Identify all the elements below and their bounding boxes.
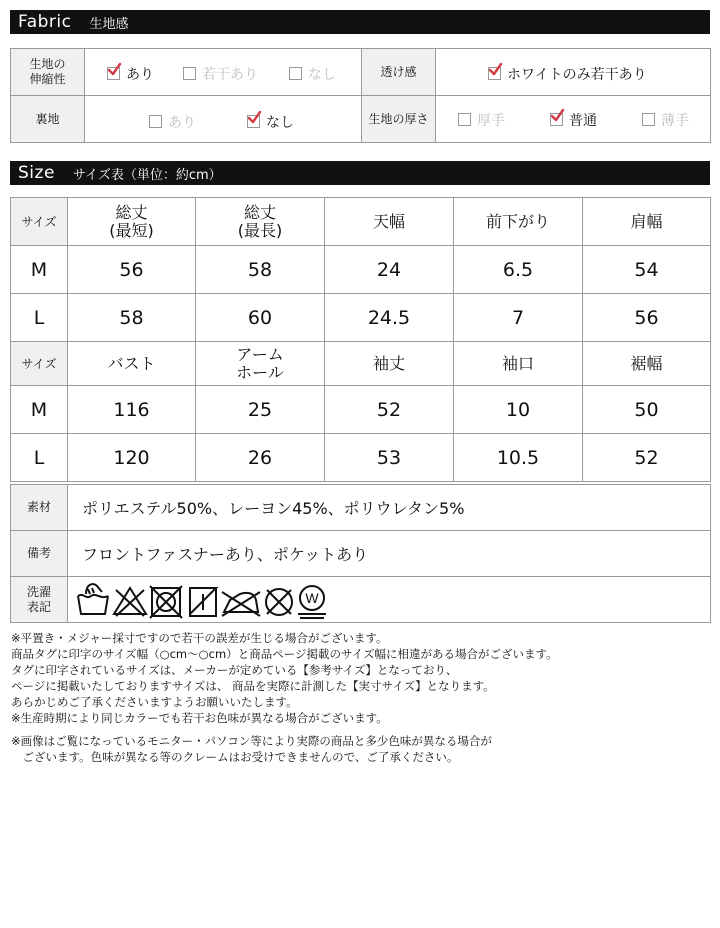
table-cell: 24: [325, 246, 454, 294]
table-row: [11, 434, 711, 482]
fabric-subtitle: 生地感: [89, 16, 129, 32]
table-cell: 54: [583, 246, 711, 294]
size-header-row-2: [11, 342, 711, 386]
size-column-label: サイズ: [11, 342, 68, 386]
table-cell: 53: [325, 434, 454, 482]
note-line: ページに掲載いたしておりますサイズは、 商品を実際に計測した【実寸サイズ】となります。: [11, 679, 495, 693]
lining-label: 裏地: [11, 96, 85, 143]
size-label-l: L: [11, 294, 68, 342]
wet-clean-icon: [298, 586, 326, 618]
thickness-option-thick[interactable]: 厚手: [458, 110, 505, 130]
size-header-row-1: [11, 198, 711, 246]
note-line: あらかじめご了承くださいますようお願いいたします。: [11, 695, 298, 709]
no-dry-clean-icon: [266, 589, 292, 615]
thickness-options: [436, 96, 711, 143]
table-cell: 10.5: [454, 434, 583, 482]
stretch-option-no[interactable]: なし: [289, 64, 336, 84]
checked-checkbox-icon: [550, 113, 563, 126]
stretch-options: [85, 49, 362, 96]
table-cell: 25: [196, 386, 325, 434]
hand-wash-icon: [78, 584, 108, 614]
table-cell: 56: [68, 246, 196, 294]
note-line: ※平置き・メジャー採寸ですので若干の誤差が生じる場合がございます。: [11, 631, 388, 645]
size-table: [10, 197, 711, 482]
table-cell: 6.5: [454, 246, 583, 294]
table-cell: 50: [583, 386, 711, 434]
note-line: ございます。色味が異なる等のクレームはお受けできませんので、ご了承ください。: [11, 750, 459, 764]
care-icons: [68, 577, 711, 623]
header-shoulder-width: 肩幅: [583, 198, 711, 246]
unchecked-checkbox-icon: [289, 67, 302, 80]
table-cell: 56: [583, 294, 711, 342]
remarks-label: 備考: [11, 531, 68, 577]
material-row: [11, 485, 711, 531]
unchecked-checkbox-icon: [458, 113, 471, 126]
remarks-value: フロントファスナーあり、ポケットあり: [68, 531, 711, 577]
header-hem-width: 裾幅: [583, 342, 711, 386]
note-line: ※画像はご覧になっているモニター・パソコン等により実際の商品と多少色味が異なる場合が: [11, 734, 492, 748]
table-cell: 10: [454, 386, 583, 434]
lining-option-yes[interactable]: あり: [149, 112, 196, 132]
header-bust: バスト: [68, 342, 196, 386]
thickness-option-normal[interactable]: 普通: [550, 110, 597, 130]
no-tumble-dry-icon: [150, 586, 182, 618]
sheer-options: [436, 49, 711, 96]
material-value: ポリエステル50%、レーヨン45%、ポリウレタン5%: [68, 485, 711, 531]
size-label-m: M: [11, 246, 68, 294]
unchecked-checkbox-icon: [183, 67, 196, 80]
table-cell: 58: [68, 294, 196, 342]
header-total-length-max: 総丈 (最長): [196, 198, 325, 246]
line-dry-shade-icon: [190, 588, 216, 616]
table-cell: 7: [454, 294, 583, 342]
note-line: タグに印字されているサイズは、メーカーが定めている【参考サイズ】となっており、: [11, 663, 458, 677]
stretch-option-yes[interactable]: あり: [107, 64, 154, 84]
header-total-length-min: 総丈 (最短): [68, 198, 196, 246]
size-column-label: サイズ: [11, 198, 68, 246]
care-row: [11, 577, 711, 623]
header-sleeve-length: 袖丈: [325, 342, 454, 386]
checked-checkbox-icon: [107, 67, 120, 80]
table-row: [11, 246, 711, 294]
unchecked-checkbox-icon: [149, 115, 162, 128]
table-cell: 52: [583, 434, 711, 482]
header-neck-width: 天幅: [325, 198, 454, 246]
lining-options: [85, 96, 362, 143]
table-cell: 116: [68, 386, 196, 434]
table-cell: 120: [68, 434, 196, 482]
fabric-header: [10, 10, 710, 34]
size-subtitle: サイズ表（単位：約cm）: [72, 167, 222, 183]
checked-checkbox-icon: [247, 115, 260, 128]
table-cell: 52: [325, 386, 454, 434]
unchecked-checkbox-icon: [642, 113, 655, 126]
size-label-l: L: [11, 434, 68, 482]
svg-text:W: W: [305, 589, 319, 606]
sheer-option-white-only[interactable]: ホワイトのみ若干あり: [488, 64, 647, 84]
size-label-m: M: [11, 386, 68, 434]
lining-option-no[interactable]: なし: [247, 112, 294, 132]
no-bleach-icon: [114, 588, 146, 616]
header-armhole: アーム ホール: [196, 342, 325, 386]
thickness-label: 生地の厚さ: [362, 96, 436, 143]
info-table: [10, 484, 711, 623]
fabric-table: [10, 48, 711, 143]
note-line: 商品タグに印字のサイズ幅（○cm～○cm）と商品ページ掲載のサイズ幅に相違がある場合がございます。: [11, 647, 558, 661]
stretch-option-slight[interactable]: 若干あり: [183, 64, 258, 84]
notes: [11, 630, 711, 765]
care-label: 洗濯 表記: [11, 577, 68, 623]
stretch-label: 生地の 伸縮性: [11, 49, 85, 96]
table-row: [11, 294, 711, 342]
size-header: [10, 161, 710, 185]
note-line: ※生産時期により同じカラーでも若干お色味が異なる場合がございます。: [11, 711, 388, 725]
thickness-option-thin[interactable]: 薄手: [642, 110, 689, 130]
material-label: 素材: [11, 485, 68, 531]
iron-low-icon: [222, 592, 260, 616]
sheer-label: 透け感: [362, 49, 436, 96]
table-cell: 60: [196, 294, 325, 342]
checked-checkbox-icon: [488, 67, 501, 80]
remarks-row: [11, 531, 711, 577]
table-row: [11, 386, 711, 434]
header-cuff: 袖口: [454, 342, 583, 386]
size-title: Size: [18, 163, 55, 183]
fabric-title: Fabric: [18, 12, 72, 32]
table-cell: 26: [196, 434, 325, 482]
table-cell: 58: [196, 246, 325, 294]
table-cell: 24.5: [325, 294, 454, 342]
header-front-drop: 前下がり: [454, 198, 583, 246]
